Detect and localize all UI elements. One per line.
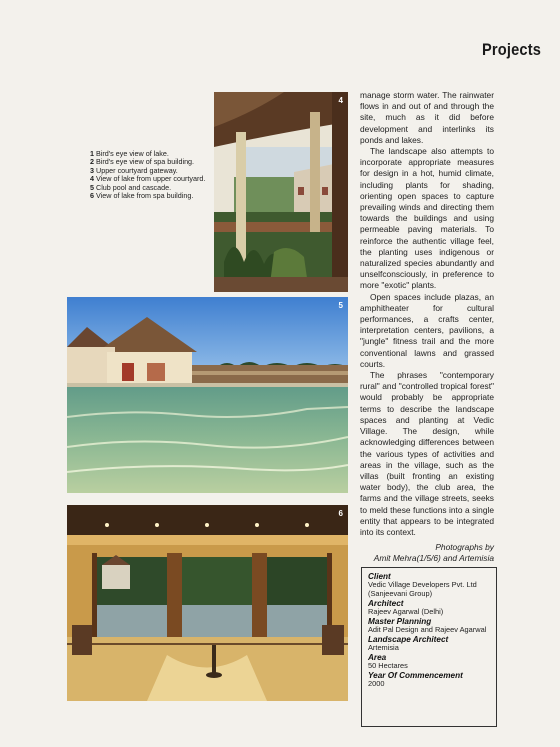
info-value-year: 2000 — [368, 679, 385, 688]
body-paragraph: The phrases "contemporary rural" and "controlled tropical forest" would probably be appropriate terms to describe the landscape spaces and planting at Vedic Village. The design, while acknowledging differences between the various types of activities and areas in the village, such as the villas (built fronting an existing water body), the club area, the farms and the village streets, seeks to meld these functions into a single entity that appears to be integrated into its context. — [360, 370, 494, 537]
info-value-area: 50 Hectares — [368, 661, 408, 670]
photo-credits — [360, 542, 494, 564]
article-body — [360, 90, 494, 538]
photo-number: 6 — [338, 509, 343, 518]
info-label-year: Year Of Commencement — [368, 670, 463, 680]
photo-number: 4 — [338, 96, 343, 105]
info-label-architect: Architect — [368, 598, 404, 608]
info-value-landscape-architect: Artemisia — [368, 643, 399, 652]
caption-item: 3 Upper courtyard gateway. — [90, 165, 178, 175]
info-label-client: Client — [368, 572, 391, 581]
caption-item: 4 View of lake from upper courtyard. — [90, 174, 206, 184]
caption-item: 1 Bird's eye view of lake. — [90, 149, 169, 158]
info-label-area: Area — [368, 652, 387, 662]
body-paragraph: manage storm water. The rainwater flows in and out of and through the site, much as it did before development and interlinks its ponds and lakes. — [360, 90, 494, 145]
photo-club-pool-image — [67, 297, 348, 493]
body-paragraph: Open spaces include plazas, an amphitheater for cultural performances, a crafts center, interpretation centers, pavilions, a "jungle" fitness trail and the more conventional lawns and grassed courts. — [360, 291, 494, 369]
photo-number: 5 — [338, 301, 343, 310]
info-value-architect: Rajeev Agarwal (Delhi) — [368, 607, 444, 616]
section-title: Projects — [482, 40, 542, 59]
credits-line: Amit Mehra(1/5/6) and Artemisia — [373, 553, 494, 563]
photo-upper-courtyard-image — [214, 92, 348, 292]
photo-spa-view — [67, 505, 348, 701]
photo-captions — [90, 150, 210, 200]
info-value-master-planning: Adit Pal Design and Rajeev Agarwal — [368, 625, 487, 634]
caption-item: 2 Bird's eye view of spa building. — [90, 157, 195, 167]
photo-club-pool — [67, 297, 348, 493]
caption-item: 5 Club pool and cascade. — [90, 182, 172, 192]
info-label-master-planning: Master Planning — [368, 616, 432, 626]
credits-line: Photographs by — [435, 542, 494, 552]
project-info-box — [361, 567, 497, 727]
body-paragraph: The landscape also attempts to incorporate appropriate measures for design in a hot, humid climate, including plants for shading, orienting open spaces to capture prevailing winds and directing them towards the buildings and using permeable paving materials. To reinforce the authentic village feel, the planting uses indigenous or naturalized species abundantly and unselfconsciously, in preference to more "exotic" plants. — [360, 146, 494, 291]
caption-item: 6 View of lake from spa building. — [90, 191, 194, 201]
info-label-landscape-architect: Landscape Architect — [368, 634, 449, 644]
info-value-client: Vedic Village Developers Pvt. Ltd (Sanjeevani Group) — [368, 580, 477, 598]
photo-spa-view-image — [67, 505, 348, 701]
photo-upper-courtyard — [214, 92, 348, 292]
